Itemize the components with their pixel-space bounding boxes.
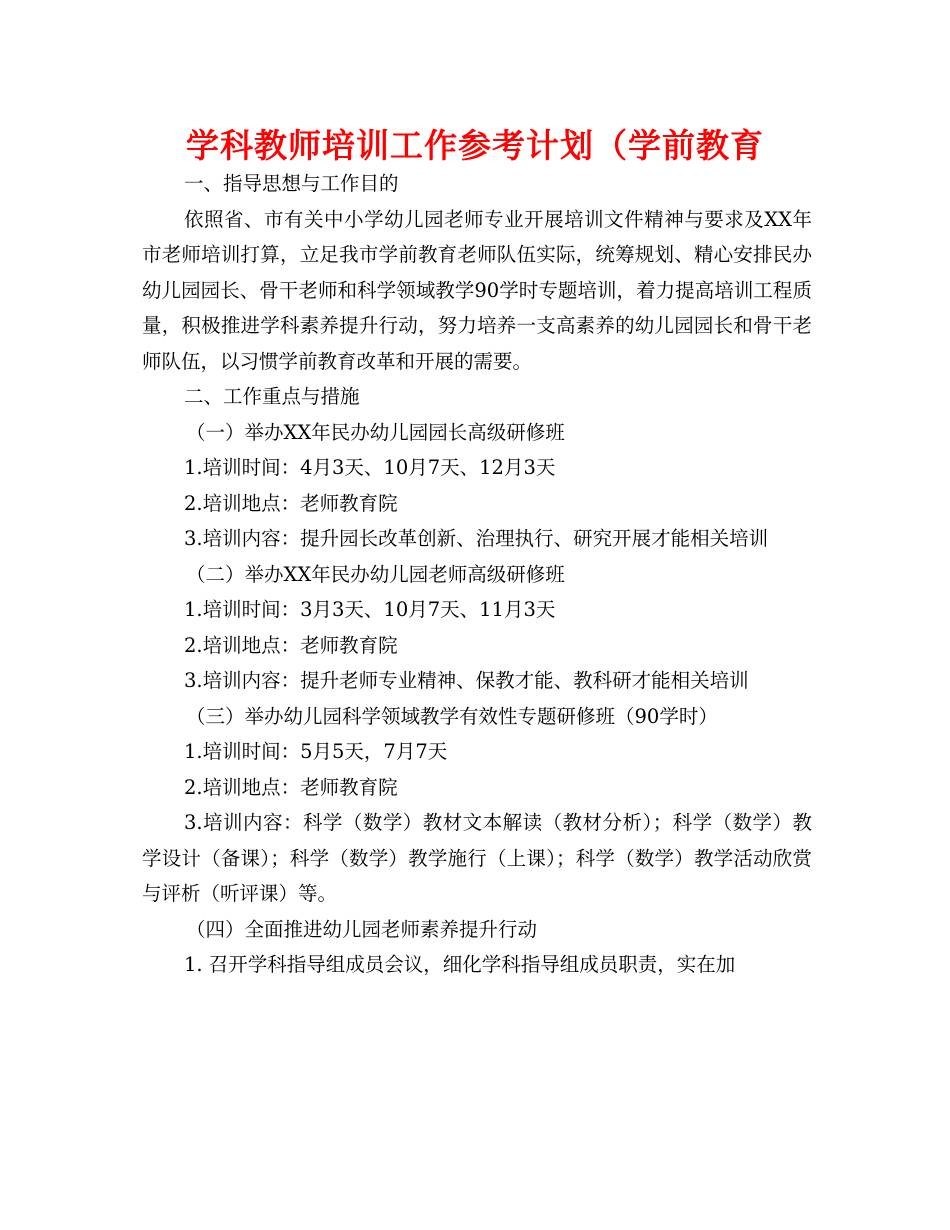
list-item: 3.培训内容：提升老师专业精神、保教才能、教科研才能相关培训 bbox=[184, 669, 749, 692]
list-item: 2.培训地点：老师教育院 bbox=[184, 775, 398, 799]
subsection-heading-4: （四）全面推进幼儿园老师素养提升行动 bbox=[186, 917, 538, 941]
section-heading-2: 二、工作重点与措施 bbox=[184, 385, 360, 408]
section-heading-1: 一、指导思想与工作目的 bbox=[184, 172, 399, 195]
list-item: 2.培训地点：老师教育院 bbox=[184, 491, 398, 515]
subsection-heading-2: （二）举办XX年民办幼儿园老师高级研修班 bbox=[186, 562, 565, 586]
list-item: 1.培训时间：5月5天，7月7天 bbox=[184, 740, 448, 763]
list-item: 3.培训内容：科学（数学）教材文本解读（教材分析）；科学（数学）教学设计（备课）；科学（数学）教学施行（上课）；科学（数学）教学活动欣赏与评析（听评课）等。 bbox=[142, 811, 812, 905]
document-body bbox=[142, 166, 812, 983]
paragraph-guiding-ideology: 依照省、市有关中小学幼儿园老师专业开展培训文件精神与要求及XX年市老师培训打算，立足我市学前教育老师队伍实际，统筹规划、精心安排民办幼儿园园长、骨干老师和科学领域教学90学时专题培训，着力提高培训工程质量，积极推进学科素养提升行动，努力培养一支高素养的幼儿园园长和骨干老师队伍，以习惯学前教育改革和开展的需要。 bbox=[142, 207, 812, 373]
list-item: 2.培训地点：老师教育院 bbox=[184, 633, 398, 657]
list-item: 1. 召开学科指导组成员会议，细化学科指导组成员职责，实在加 bbox=[184, 953, 736, 976]
list-item: 1.培训时间：3月3天、10月7天、11月3天 bbox=[184, 598, 556, 621]
subsection-heading-3: （三）举办幼儿园科学领域教学有效性专题研修班（90学时） bbox=[186, 704, 718, 728]
list-item: 3.培训内容：提升园长改革创新、治理执行、研究开展才能相关培训 bbox=[184, 527, 769, 550]
list-item: 1.培训时间：4月3天、10月7天、12月3天 bbox=[184, 456, 556, 479]
subsection-heading-1: （一）举办XX年民办幼儿园园长高级研修班 bbox=[186, 420, 565, 444]
document-title: 学科教师培训工作参考计划（学前教育 bbox=[186, 126, 764, 165]
